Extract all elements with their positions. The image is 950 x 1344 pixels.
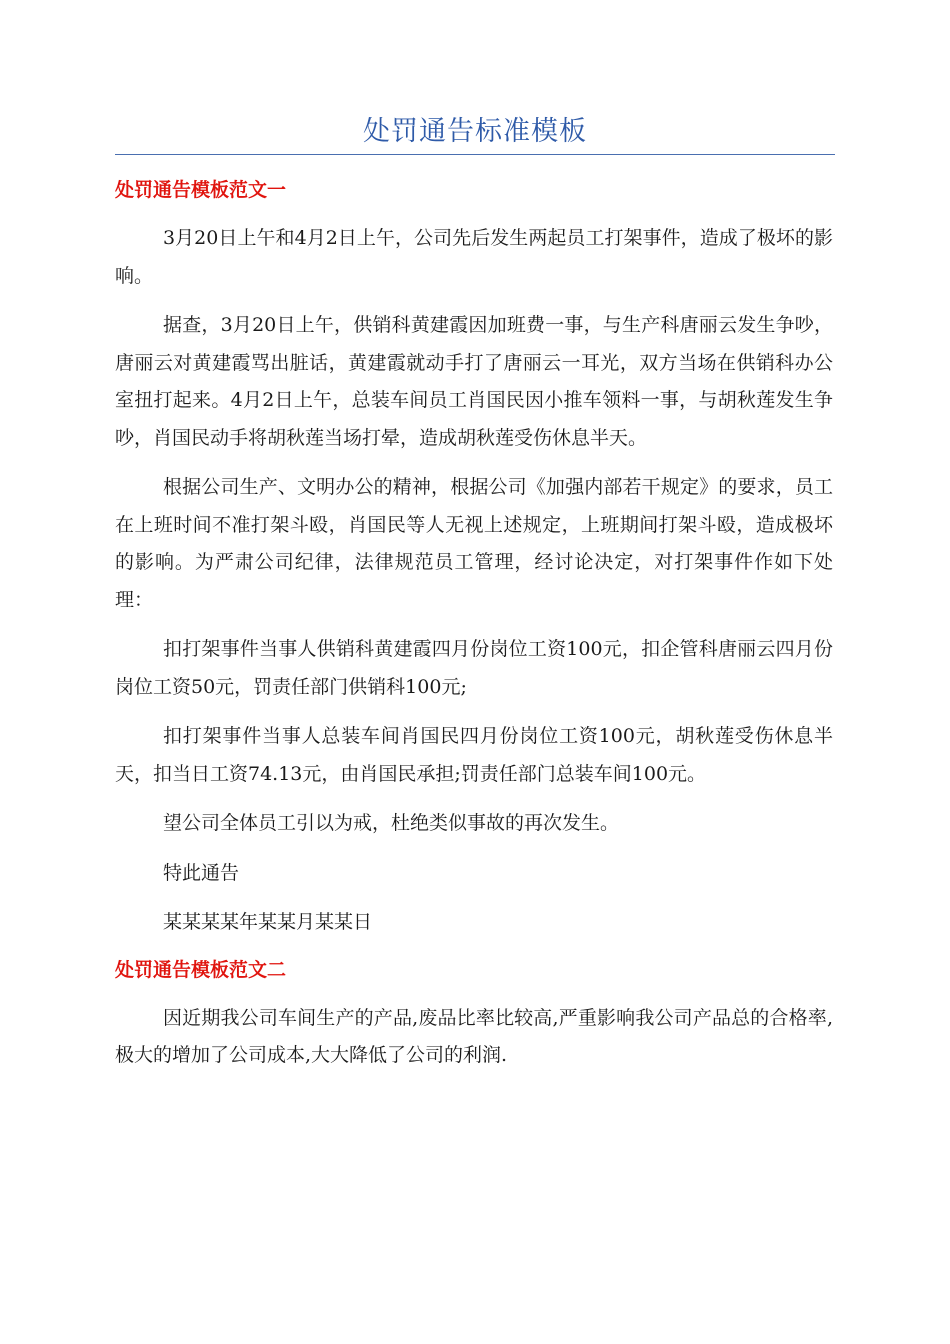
section-sample-two (115, 954, 833, 1075)
section-heading: 处罚通告模板范文一 (115, 179, 287, 201)
section-sample-one (115, 174, 833, 942)
closing-notice: 特此通告 (163, 861, 240, 884)
paragraph: 根据公司生产、文明办公的精神，根据公司《加强内部若干规定》的要求，员工在上班时间不准打架斗殴，肖国民等人无视上述规定，上班期间打架斗殴，造成极坏的影响。为严肃公司纪律，法律规范员工管理，经讨论决定，对打架事件作如下处理： (115, 476, 833, 611)
paragraph: 扣打架事件当事人供销科黄建霞四月份岗位工资100元，扣企管科唐丽云四月份岗位工资50元，罚责任部门供销科100元; (115, 638, 833, 698)
paragraph: 望公司全体员工引以为戒，杜绝类似事故的再次发生。 (163, 812, 620, 834)
document-body (115, 174, 833, 1087)
paragraph: 扣打架事件当事人总装车间肖国民四月份岗位工资100元，胡秋莲受伤休息半天，扣当日工资74.13元，由肖国民承担;罚责任部门总装车间100元。 (115, 725, 833, 785)
paragraph: 据查，3月20日上午，供销科黄建霞因加班费一事，与生产科唐丽云发生争吵，唐丽云对黄建霞骂出脏话，黄建霞就动手打了唐丽云一耳光，双方当场在供销科办公室扭打起来。4月2日上午，总装车间员工肖国民因小推车领料一事，与胡秋莲发生争吵，肖国民动手将胡秋莲当场打晕，造成胡秋莲受伤休息半天。 (115, 314, 833, 449)
date-line: 某某某某年某某月某某日 (163, 911, 373, 933)
paragraph: 3月20日上午和4月2日上午，公司先后发生两起员工打架事件，造成了极坏的影响。 (115, 227, 833, 287)
document-title: 处罚通告标准模板 (363, 116, 587, 147)
paragraph: 因近期我公司车间生产的产品,废品比率比较高,严重影响我公司产品总的合格率,极大的增加了公司成本,大大降低了公司的利润. (115, 1006, 833, 1066)
section-heading: 处罚通告模板范文二 (115, 958, 287, 981)
title-underline (115, 154, 835, 155)
